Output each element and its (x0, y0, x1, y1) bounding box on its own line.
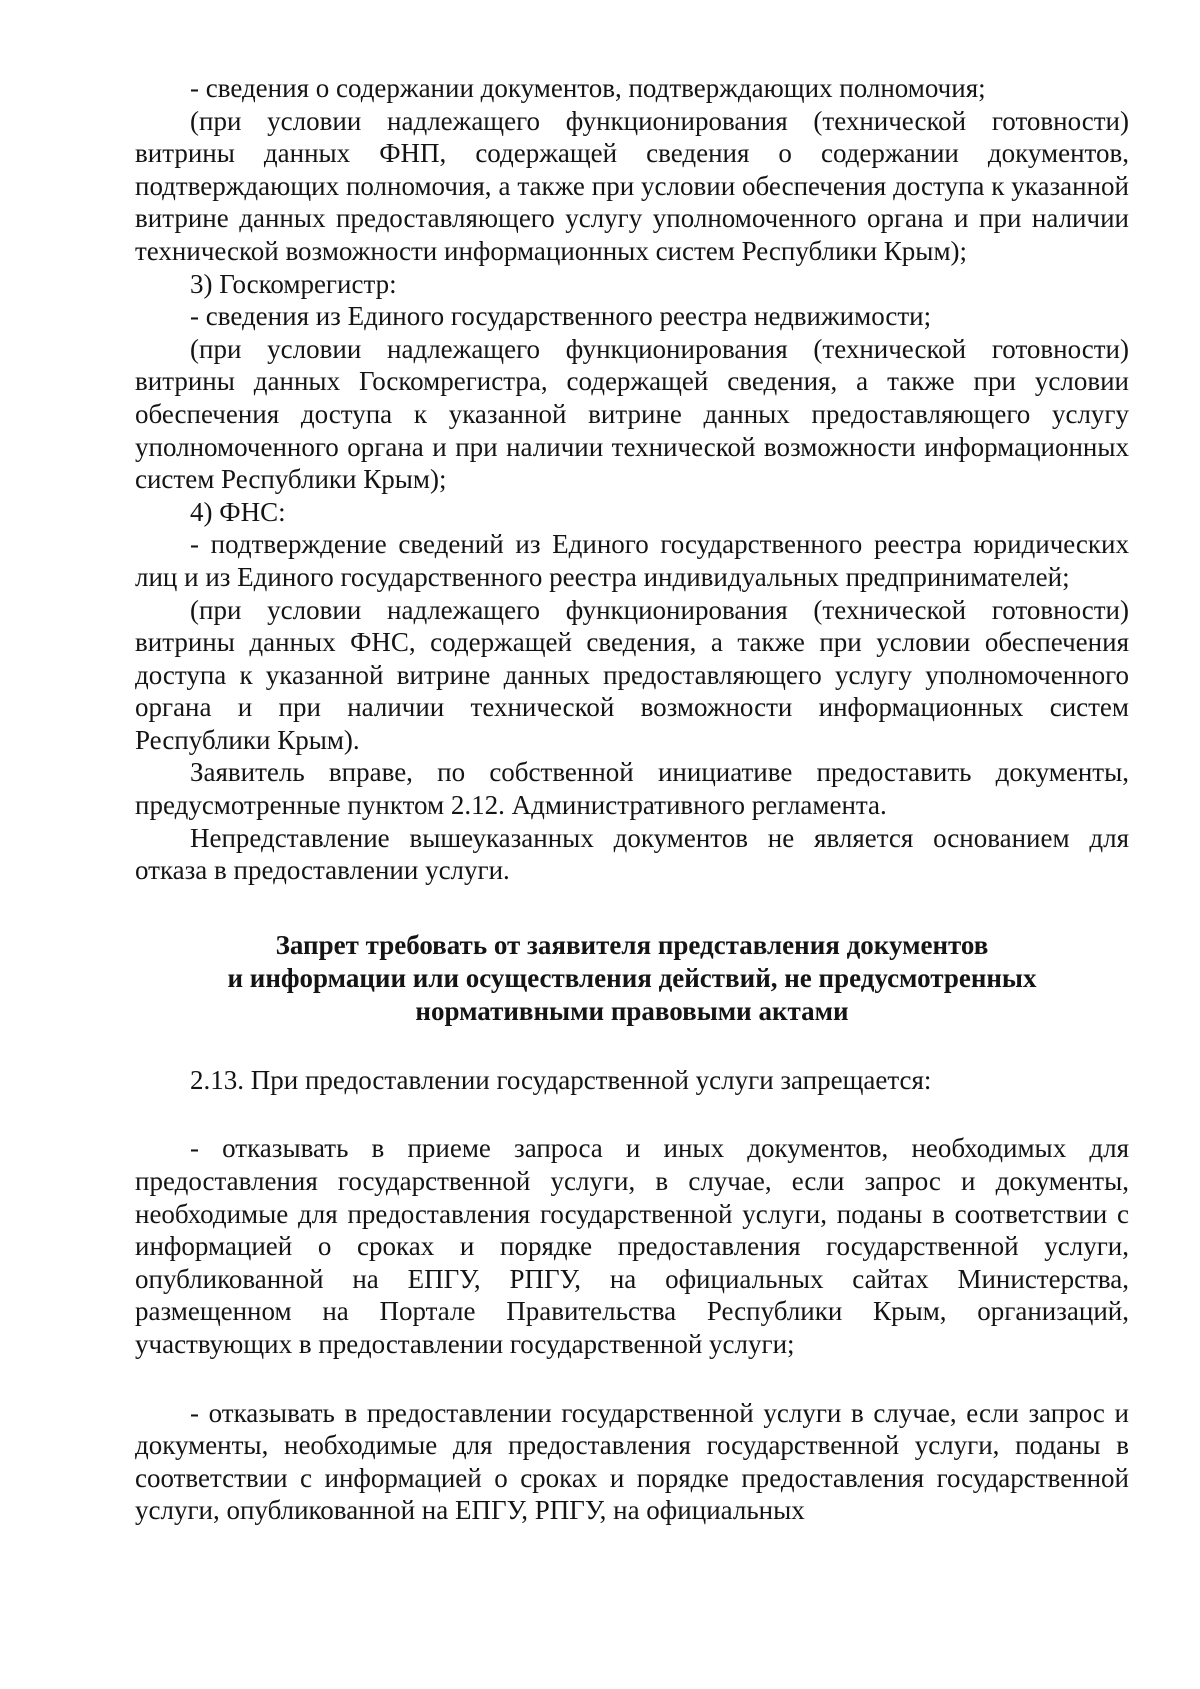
paragraph-fnp-condition: (при условии надлежащего функционирования (технической готовности) витрины данных ФНП, содержащей сведения о содержании документов, подтверждающих полномочия, а также при условии обеспечения доступа к указанной витрине данных предоставляющего услугу уполномоченного органа и при наличии технической возможности информационных систем Республики Крым); (135, 105, 1129, 266)
paragraph-goskomregistr: 3) Госкомрегистр: (190, 268, 397, 299)
paragraph-fns-condition: (при условии надлежащего функционирования (технической готовности) витрины данных ФНС, содержащей сведения, а также при условии обеспечения доступа к указанной витрине данных предоставляющего услугу уполномоченного органа и при наличии технической возможности информационных систем Республики Крым). (135, 594, 1129, 755)
paragraph-egrul: - подтверждение сведений из Единого государственного реестра юридических лиц и из Единого государственного реестра индивидуальных предпринимателей; (135, 529, 1129, 592)
section-intro: 2.13. При предоставлении государственной услуги запрещается: (190, 1064, 932, 1095)
document-page (135, 72, 1129, 1527)
paragraph-authority-docs: - сведения о содержании документов, подтверждающих полномочия; (190, 73, 986, 103)
prohibition-item-1: - отказывать в приеме запроса и иных документов, необходимых для предоставления государственной услуги, в случае, если запрос и документы, необходимые для предоставления государственной услуги, поданы в соответствии с информацией о сроках и порядке предоставления государственной услуги, опубликованной на ЕПГУ, РПГУ, на официальных сайтах Министерства, размещенном на Портале Правительства Республики Крым, организаций, участвующих в предоставлении государственной услуги; (135, 1133, 1129, 1359)
section-heading (135, 929, 1129, 1028)
section-heading-line-3: нормативными правовыми актами (415, 995, 849, 1026)
prohibition-item-2: - отказывать в предоставлении государственной услуги в случае, если запрос и документы, необходимые для предоставления государственной услуги, поданы в соответствии с информацией о сроках и порядке предоставления государственной услуги, опубликованной на ЕПГУ, РПГУ, на официальных (135, 1397, 1129, 1526)
paragraph-goskomregistr-condition: (при условии надлежащего функционирования (технической готовности) витрины данных Госкомрегистра, содержащей сведения, а также при условии обеспечения доступа к указанной витрине данных предоставляющего услугу уполномоченного органа и при наличии технической возможности информационных систем Республики Крым); (135, 333, 1129, 495)
paragraph-fns: 4) ФНС: (190, 496, 286, 527)
paragraph-egrn: - сведения из Единого государственного реестра недвижимости; (190, 301, 932, 332)
section-heading-line-2: и информации или осуществления действий, не предусмотренных (227, 962, 1037, 993)
section-heading-line-1: Запрет требовать от заявителя представления документов (275, 929, 989, 960)
paragraph-non-submission: Непредставление вышеуказанных документов не является основанием для отказа в предоставлении услуги. (135, 822, 1129, 886)
paragraph-applicant-right: Заявитель вправе, по собственной инициативе предоставить документы, предусмотренные пунктом 2.12. Административного регламента. (135, 757, 1129, 821)
